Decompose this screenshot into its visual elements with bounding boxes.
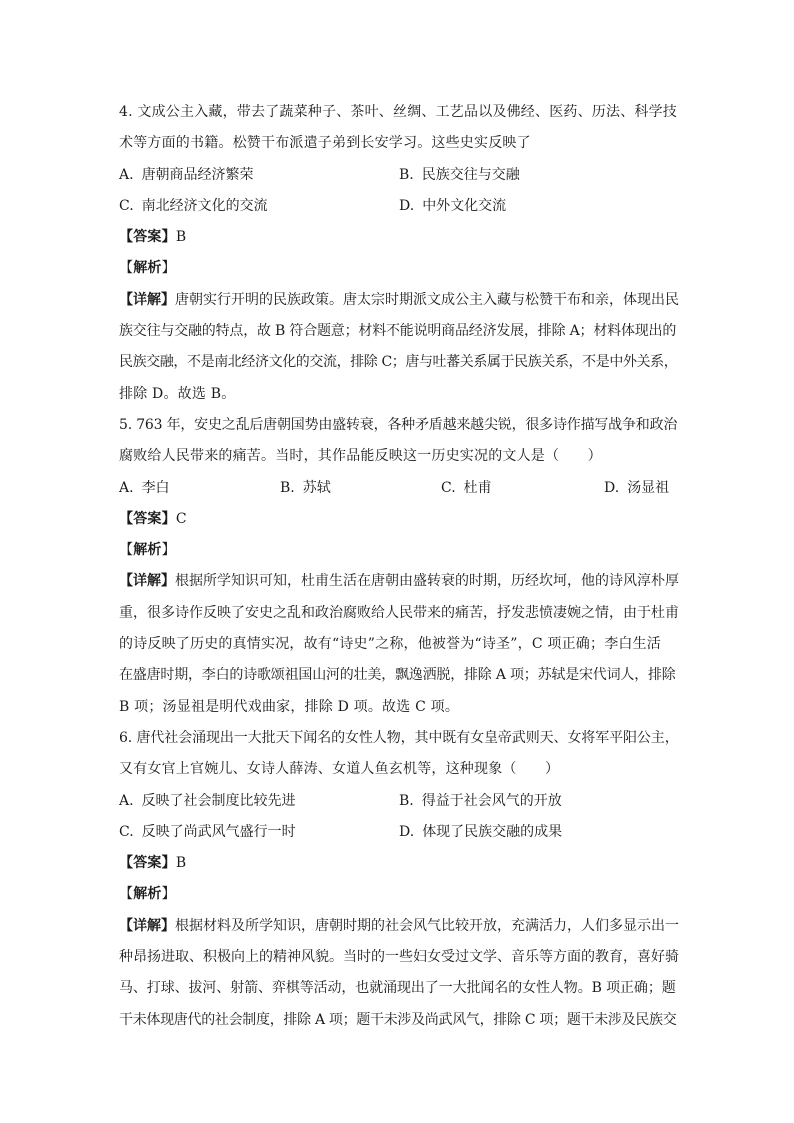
option-c: C. 杜甫 bbox=[441, 479, 492, 496]
options-row bbox=[119, 817, 679, 848]
detail-line: 民族交融，不是南北经济文化的交流，排除 C；唐与吐蕃关系属于民族关系，不是中外关系， bbox=[119, 354, 678, 371]
question-stem-line: 5. 763 年，安史之乱后唐朝国势由盛转衰，各种矛盾越来越尖锐，很多诗作描写战争和政治 bbox=[119, 416, 678, 433]
answer-line: 【答案】B bbox=[119, 855, 187, 872]
detail-line: 排除 D。故选 B。 bbox=[119, 385, 236, 402]
document-page bbox=[119, 97, 679, 1036]
detail-line: 在盛唐时期，李白的诗歌颂祖国山河的壮美，飘逸洒脱，排除 A 项；苏轼是宋代词人，排除 bbox=[119, 667, 676, 684]
option-b: B. 苏轼 bbox=[280, 479, 331, 496]
question-stem-line: 术等方面的书籍。松赞干布派遣子弟到长安学习。这些史实反映了 bbox=[119, 135, 531, 152]
answer-value: B bbox=[175, 229, 187, 246]
analysis-heading: 【解析】 bbox=[119, 542, 176, 559]
options-row bbox=[119, 191, 679, 222]
detail-line: 马、打球、拔河、射箭、弈棋等活动，也就涌现出了一大批闻名的女性人物。B 项正确；题 bbox=[119, 980, 676, 997]
option-a: A. 唐朝商品经济繁荣 bbox=[119, 166, 254, 183]
option-d: D. 中外文化交流 bbox=[399, 197, 507, 214]
answer-value: C bbox=[175, 510, 187, 527]
question-stem-line: 6. 唐代社会涌现出一大批天下闻名的女性人物，其中既有女皇帝武则天、女将军平阳公主， bbox=[119, 729, 679, 746]
detail-line: 【详解】唐朝实行开明的民族政策。唐太宗时期派文成公主入藏与松赞干布和亲，体现出民 bbox=[119, 291, 679, 308]
answer-line: 【答案】B bbox=[119, 229, 187, 246]
option-d: D. 体现了民族交融的成果 bbox=[399, 823, 563, 840]
option-c: C. 南北经济文化的交流 bbox=[119, 197, 268, 214]
detail-line: 【详解】根据材料及所学知识，唐朝时期的社会风气比较开放，充满活力，人们多显示出一 bbox=[119, 917, 679, 934]
option-c: C. 反映了尚武风气盛行一时 bbox=[119, 823, 296, 840]
question-stem-line: 4. 文成公主入藏，带去了蔬菜种子、茶叶、丝绸、工艺品以及佛经、医药、历法、科学技 bbox=[119, 104, 678, 120]
option-a: A. 李白 bbox=[119, 479, 170, 496]
analysis-heading: 【解析】 bbox=[119, 260, 176, 277]
detail-line: 种昂扬进取、积极向上的精神风貌。当时的一些妇女受过文学、音乐等方面的教育，喜好骑 bbox=[119, 949, 679, 966]
question-5 bbox=[119, 410, 679, 723]
question-6 bbox=[119, 723, 679, 1036]
options-row bbox=[119, 786, 679, 817]
detail-line: 重，很多诗作反映了安史之乱和政治腐败给人民带来的痛苦，抒发悲愤凄婉之情，由于杜甫 bbox=[119, 604, 679, 621]
question-4 bbox=[119, 97, 679, 410]
detail-line: 【详解】根据所学知识可知，杜甫生活在唐朝由盛转衰的时期，历经坎坷，他的诗风淳朴厚 bbox=[119, 573, 679, 590]
option-b: B. 得益于社会风气的开放 bbox=[399, 792, 562, 809]
question-stem-line: 腐败给人民带来的痛苦。当时，其作品能反映这一历史实况的文人是（ ） bbox=[119, 448, 602, 465]
answer-value: B bbox=[175, 855, 187, 872]
options-row bbox=[119, 473, 679, 504]
detail-line: 的诗反映了历史的真情实况，故有“诗史”之称，他被誉为“诗圣”，C 项正确；李白生活 bbox=[119, 636, 661, 653]
option-a: A. 反映了社会制度比较先进 bbox=[119, 792, 296, 809]
answer-line: 【答案】C bbox=[119, 510, 187, 527]
option-b: B. 民族交往与交融 bbox=[399, 166, 520, 183]
analysis-heading: 【解析】 bbox=[119, 886, 176, 903]
detail-line: 干未体现唐代的社会制度，排除 A 项；题干未涉及尚武风气，排除 C 项；题干未涉及民族交 bbox=[119, 1011, 677, 1028]
detail-line: B 项；汤显祖是明代戏曲家，排除 D 项。故选 C 项。 bbox=[119, 698, 460, 715]
options-row bbox=[119, 160, 679, 191]
question-stem-line: 又有女官上官婉儿、女诗人薛涛、女道人鱼玄机等，这种现象（ ） bbox=[119, 761, 560, 778]
option-d: D. 汤显祖 bbox=[604, 479, 670, 496]
detail-line: 族交往与交融的特点，故 B 符合题意；材料不能说明商品经济发展，排除 A；材料体现出的 bbox=[119, 323, 677, 340]
